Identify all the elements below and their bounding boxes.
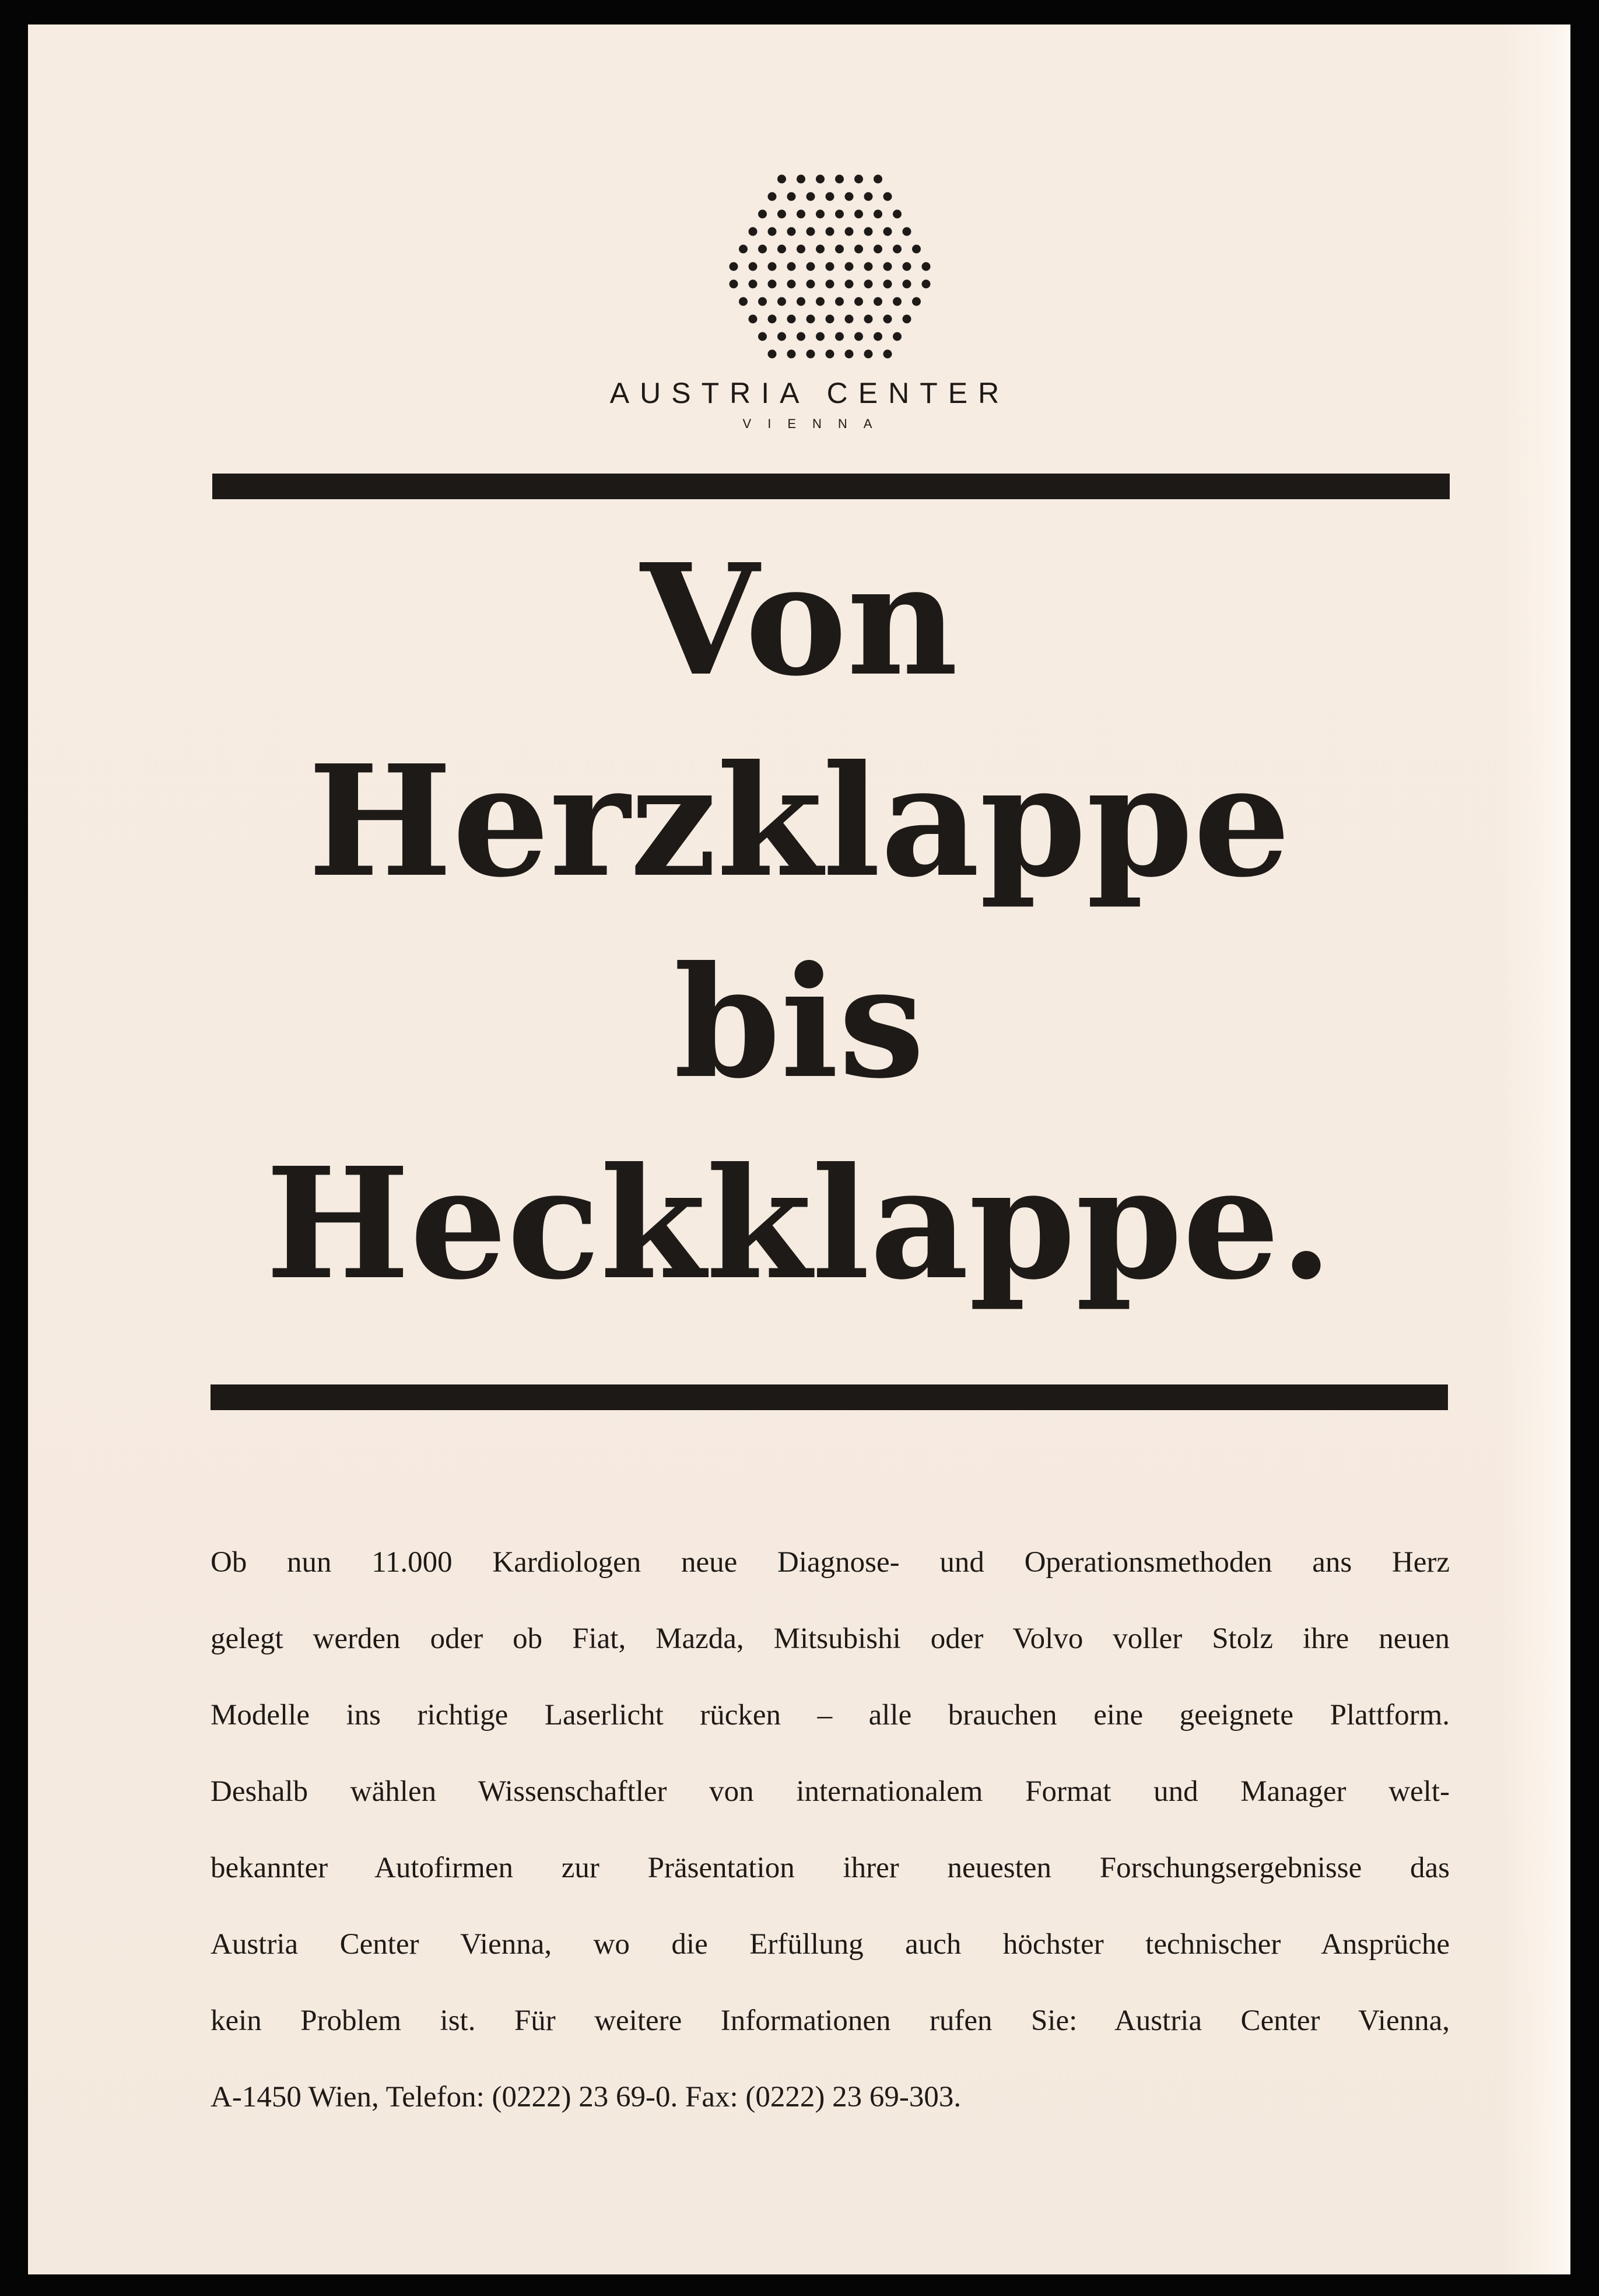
headline-line-4: Heckklappe. (265, 1134, 1333, 1313)
headline-line-3: bis (674, 933, 925, 1112)
body-line-5: bekannter Autofirmen zur Präsentation ihrer neuesten Forschungsergebnisse das (211, 1852, 1450, 1884)
dotted-hexagon-logo-icon (719, 167, 941, 401)
headline-line-2: Herzklappe (308, 731, 1291, 911)
advertisement-page (28, 24, 1570, 2274)
body-line-4: Deshalb wählen Wissenschaftler von internationalem Format und Manager welt- (211, 1775, 1450, 1808)
body-line-8: A-1450 Wien, Telefon: (0222) 23 69-0. Fax: (0222) 23 69-303. (211, 2081, 962, 2113)
bottom-rule (211, 1384, 1448, 1410)
body-line-2: gelegt werden oder ob Fiat, Mazda, Mitsubishi oder Volvo voller Stolz ihre neuen (211, 1622, 1450, 1655)
headline-line-1: Von (640, 530, 958, 710)
body-line-7: kein Problem ist. Für weitere Informationen rufen Sie: Austria Center Vienna, (211, 2004, 1450, 2037)
top-rule (212, 474, 1450, 499)
body-line-3: Modelle ins richtige Laserlicht rücken – alle brauchen eine geeignete Plattform. (211, 1699, 1450, 1731)
brand-city: VIENNA (742, 416, 889, 431)
body-line-6: Austria Center Vienna, wo die Erfüllung auch höchster technischer Ansprüche (211, 1928, 1450, 1961)
brand-name: AUSTRIA CENTER (609, 377, 1010, 409)
body-line-1: Ob nun 11.000 Kardiologen neue Diagnose- und Operationsmethoden ans Herz (211, 1546, 1450, 1579)
